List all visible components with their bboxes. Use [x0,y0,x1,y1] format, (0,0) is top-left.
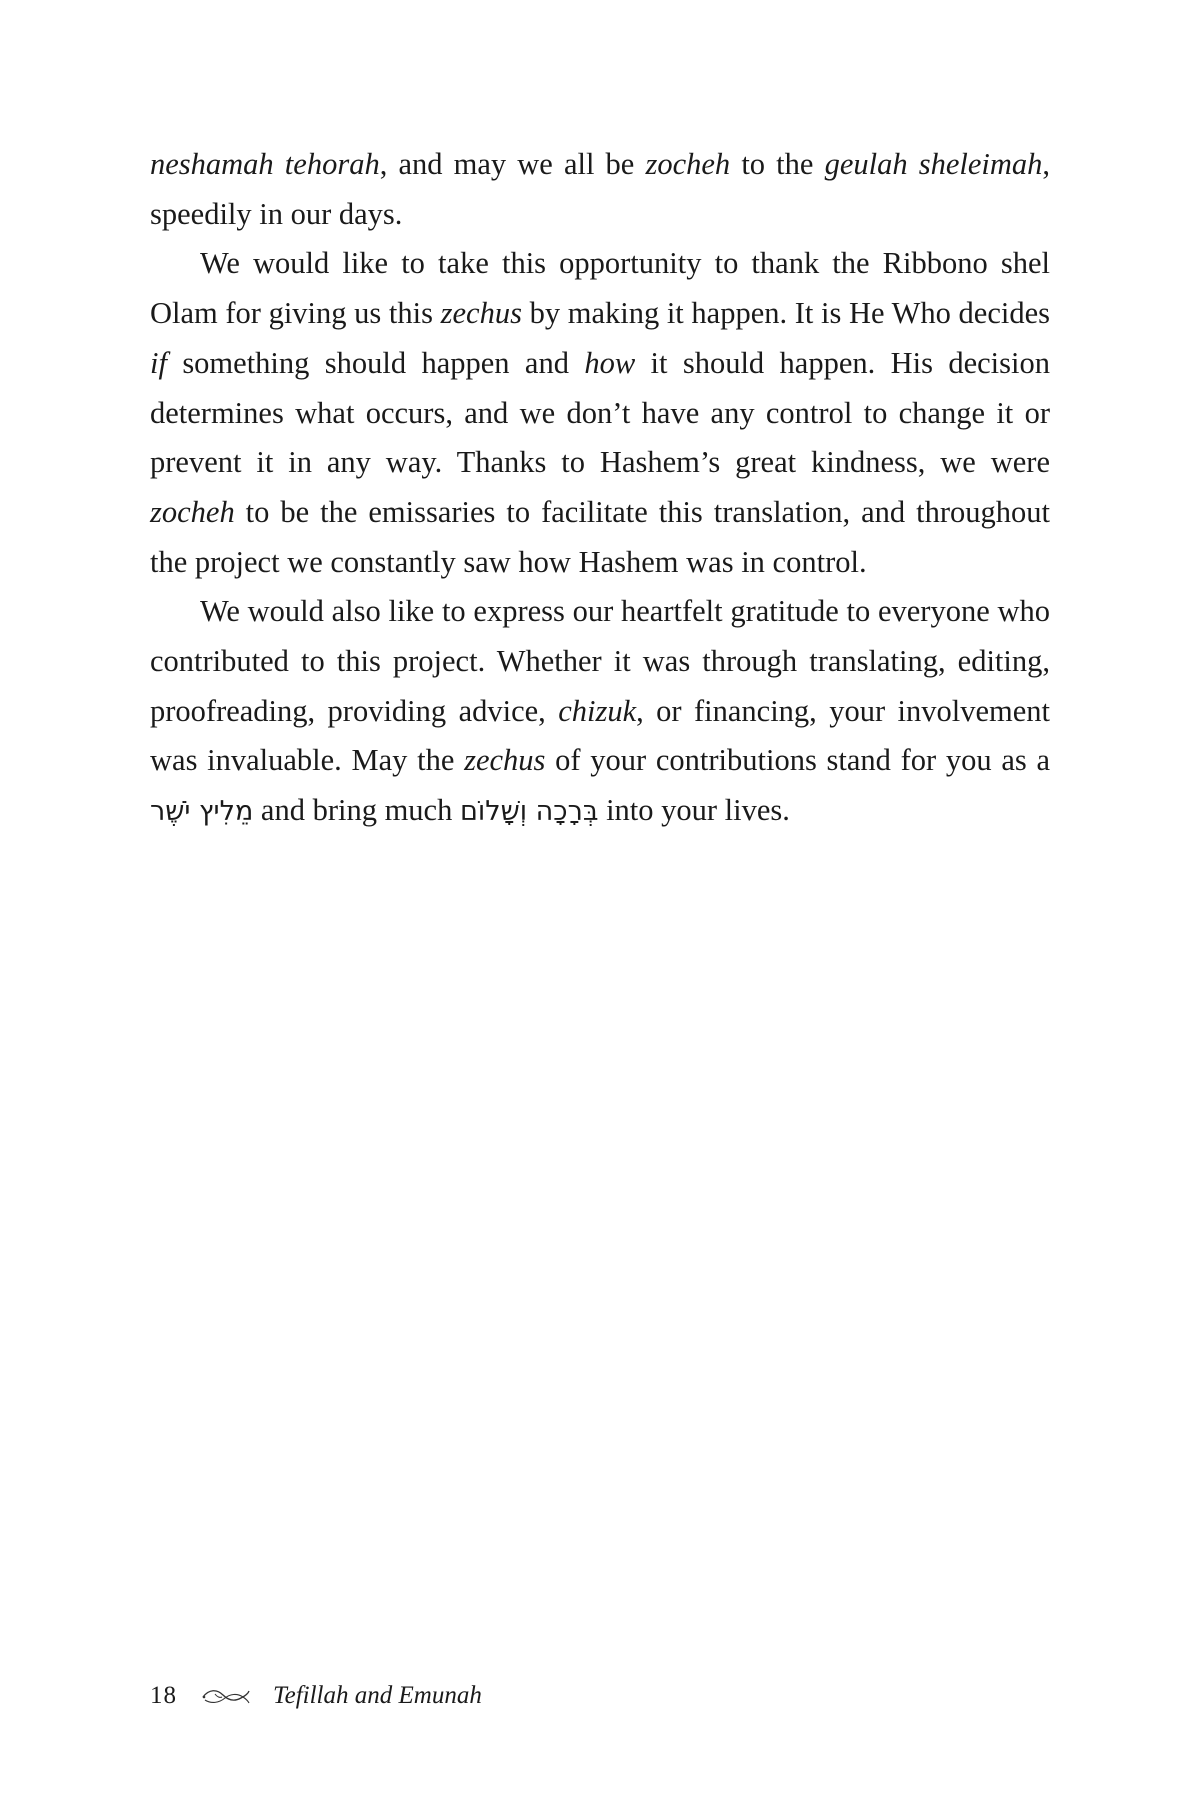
page-number: 18 [150,1682,177,1709]
italic-term: zechus [464,743,546,778]
paragraph-1 [150,140,1050,239]
page-footer [150,1676,482,1716]
italic-term: geulah sheleimah [824,147,1043,181]
flourish-ornament-icon [201,1685,251,1707]
paragraph-3 [150,587,1050,837]
hebrew-phrase: מֵלִיץ יֹשֶׁר [150,796,254,828]
italic-term: zocheh [150,494,235,529]
text-run: something should happen and [166,345,585,380]
text-run: to the [730,147,825,181]
text-run: of your contributions stand for you as a [545,743,1050,778]
text-run: and bring much [253,793,460,828]
italic-term: zocheh [645,147,731,181]
italic-term: chizuk [558,693,637,728]
paragraph-2 [150,239,1050,587]
text-run: , speedily in our days. [150,147,1050,231]
running-title: Tefillah and Emunah [273,1682,482,1709]
italic-term: zechus [440,296,522,331]
italic-term: if [150,345,167,380]
italic-term: how [584,345,636,380]
text-run: , and may we all be [379,147,646,181]
text-run: , or financing, your involvement was invaluable. May the [150,693,1050,778]
text-run: to be the emissaries to facilitate this translation, and throughout the project we constantly saw how Hashem was in control. [150,494,1050,579]
body-text [150,140,1050,837]
hebrew-phrase: בְּרָכָה וְשָׁלוֹם [459,796,599,828]
italic-term: neshamah tehorah [150,147,380,181]
text-run: We would like to take this opportunity to thank the Ribbono shel Olam for giving us this [150,246,1050,331]
text-run: We would also like to express our heartfelt gratitude to everyone who contributed to this project. Whether it was through translating, editing, proofreading, providing advice, [150,594,1050,728]
text-run: into your lives. [598,793,790,828]
text-run: by making it happen. It is He Who decides [521,296,1050,331]
text-run: it should happen. His decision determines what occurs, and we don’t have any control to change it or prevent it in any way. Thanks to Hashem’s great kindness, we were [150,345,1050,480]
